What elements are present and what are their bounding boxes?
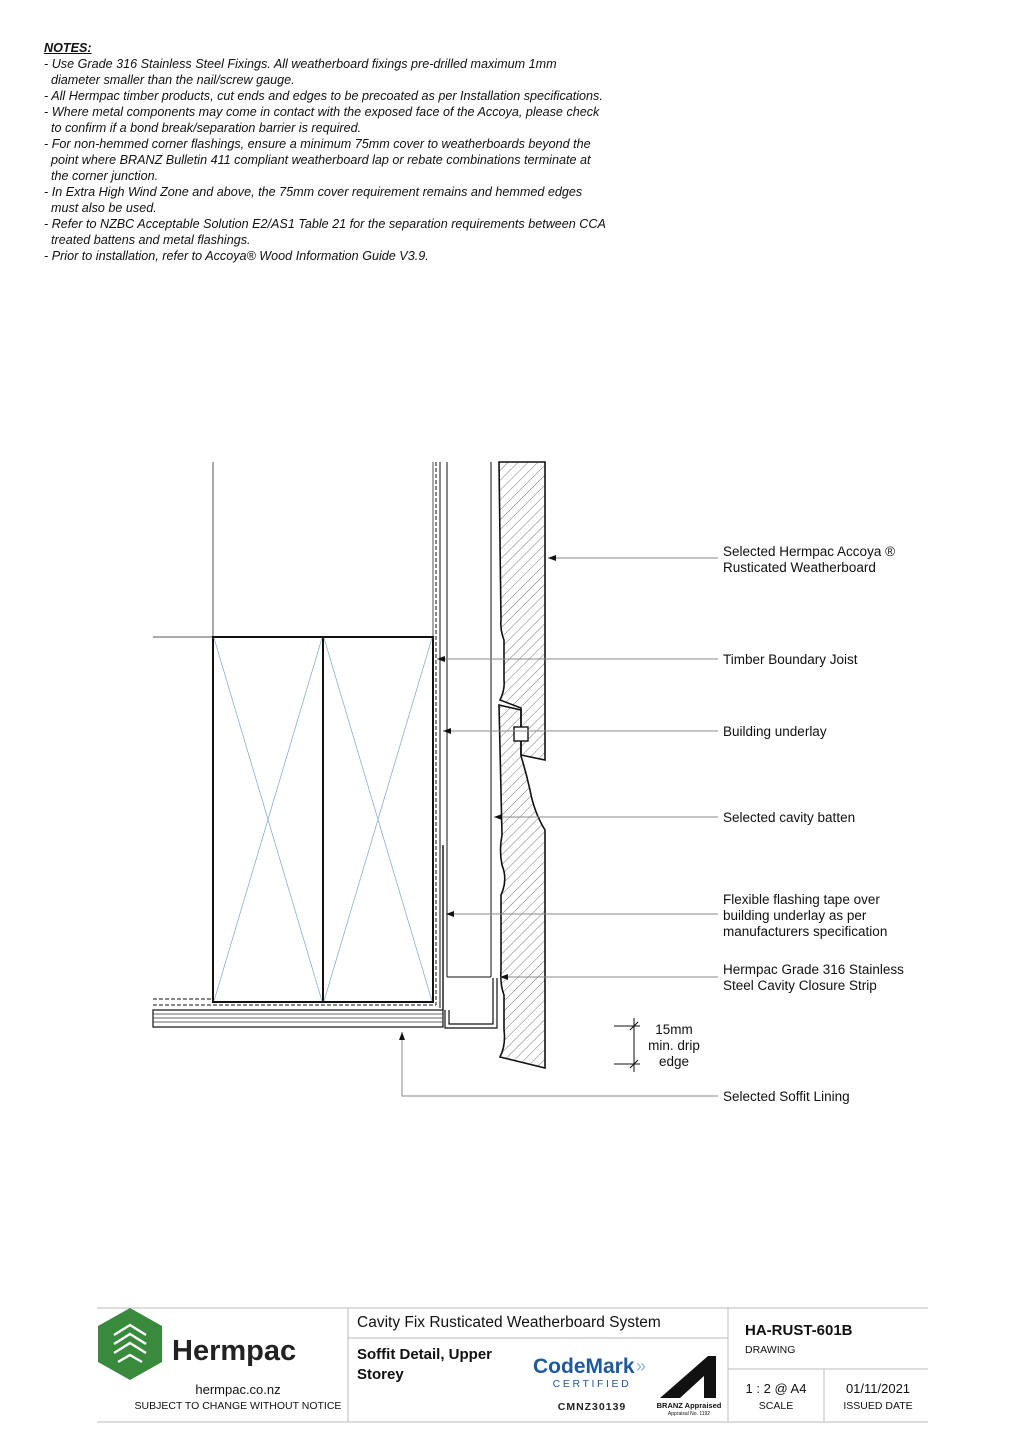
- soffit-lining: [153, 1010, 443, 1027]
- note-line: point where BRANZ Bulletin 411 compliant weatherboard lap or rebate combinations terminate at: [51, 153, 591, 167]
- label-flashing-tape: manufacturers specification: [723, 924, 888, 939]
- note-line: to confirm if a bond break/separation barrier is required.: [51, 121, 362, 135]
- note-line: the corner junction.: [51, 169, 159, 183]
- framing-lines: [153, 462, 433, 637]
- building-underlay: [153, 462, 440, 1008]
- notes-heading: NOTES:: [44, 41, 92, 55]
- label-closure-strip: Hermpac Grade 316 Stainless: [723, 962, 904, 977]
- brand-name: Hermpac: [172, 1335, 297, 1367]
- note-line: - All Hermpac timber products, cut ends and edges to be precoated as per Installation specifications.: [44, 89, 603, 103]
- svg-text:»: »: [636, 1356, 647, 1376]
- hermpac-logo-icon: [98, 1308, 162, 1380]
- note-line: - Use Grade 316 Stainless Steel Fixings. All weatherboard fixings pre-drilled maximum 1mm: [44, 57, 557, 71]
- label-weatherboard: Selected Hermpac Accoya ®: [723, 544, 896, 559]
- label-flashing-tape: Flexible flashing tape over: [723, 892, 880, 907]
- label-timber-joist: Timber Boundary Joist: [723, 652, 858, 667]
- branz-logo-icon: [657, 1356, 722, 1417]
- svg-text:BRANZ Appraised: BRANZ Appraised: [656, 1401, 722, 1410]
- cavity-closure-strip: [445, 978, 497, 1028]
- label-closure-strip: Steel Cavity Closure Strip: [723, 978, 877, 993]
- label-building-underlay: Building underlay: [723, 724, 827, 739]
- note-line: - Where metal components may come in contact with the exposed face of the Accoya, please check: [44, 105, 600, 119]
- certificate-number: CMNZ30139: [557, 1401, 627, 1413]
- drawing-number: HA-RUST-601B: [745, 1322, 853, 1339]
- note-line: - For non-hemmed corner flashings, ensure a minimum 75mm cover to weatherboards beyond the: [44, 137, 591, 151]
- brand-website: hermpac.co.nz: [195, 1382, 281, 1397]
- label-drip-edge: 15mm: [655, 1022, 693, 1037]
- label-soffit-lining: Selected Soffit Lining: [723, 1089, 850, 1104]
- note-line: - Prior to installation, refer to Accoya® Wood Information Guide V3.9.: [44, 249, 429, 263]
- detail-name: Soffit Detail, Upper: [357, 1346, 493, 1363]
- timber-boundary-joist: [213, 637, 433, 1002]
- label-flashing-tape: building underlay as per: [723, 908, 867, 923]
- note-line: treated battens and metal flashings.: [51, 233, 251, 247]
- label-drip-edge: min. drip: [648, 1038, 700, 1053]
- note-line: diameter smaller than the nail/screw gauge.: [51, 73, 295, 87]
- label-drip-edge: edge: [658, 1054, 690, 1069]
- label-cavity-batten: Selected cavity batten: [723, 810, 856, 825]
- drip-edge-dimension: [614, 1018, 640, 1072]
- note-line: - Refer to NZBC Acceptable Solution E2/AS1 Table 21 for the separation requirements between CCA: [44, 217, 606, 231]
- issued-date: 01/11/2021: [845, 1381, 911, 1396]
- drawing-label: DRAWING: [745, 1344, 796, 1356]
- svg-text:CERTIFIED: CERTIFIED: [552, 1378, 632, 1390]
- detail-name: Storey: [357, 1366, 404, 1383]
- scale-value: 1 : 2 @ A4: [745, 1381, 807, 1396]
- svg-text:Appraisal No. 1192: Appraisal No. 1192: [667, 1411, 711, 1417]
- system-name: Cavity Fix Rusticated Weatherboard System: [357, 1314, 661, 1331]
- note-line: must also be used.: [51, 201, 157, 215]
- codemark-logo-icon: [533, 1355, 646, 1390]
- label-weatherboard: Rusticated Weatherboard: [723, 560, 876, 575]
- cavity-batten: [447, 462, 491, 977]
- svg-text:CodeMark: CodeMark: [533, 1355, 635, 1378]
- scale-label: SCALE: [758, 1400, 794, 1412]
- issued-date-label: ISSUED DATE: [843, 1400, 913, 1412]
- note-line: - In Extra High Wind Zone and above, the 75mm cover requirement remains and hemmed edges: [44, 185, 583, 199]
- notice-text: SUBJECT TO CHANGE WITHOUT NOTICE: [134, 1400, 342, 1412]
